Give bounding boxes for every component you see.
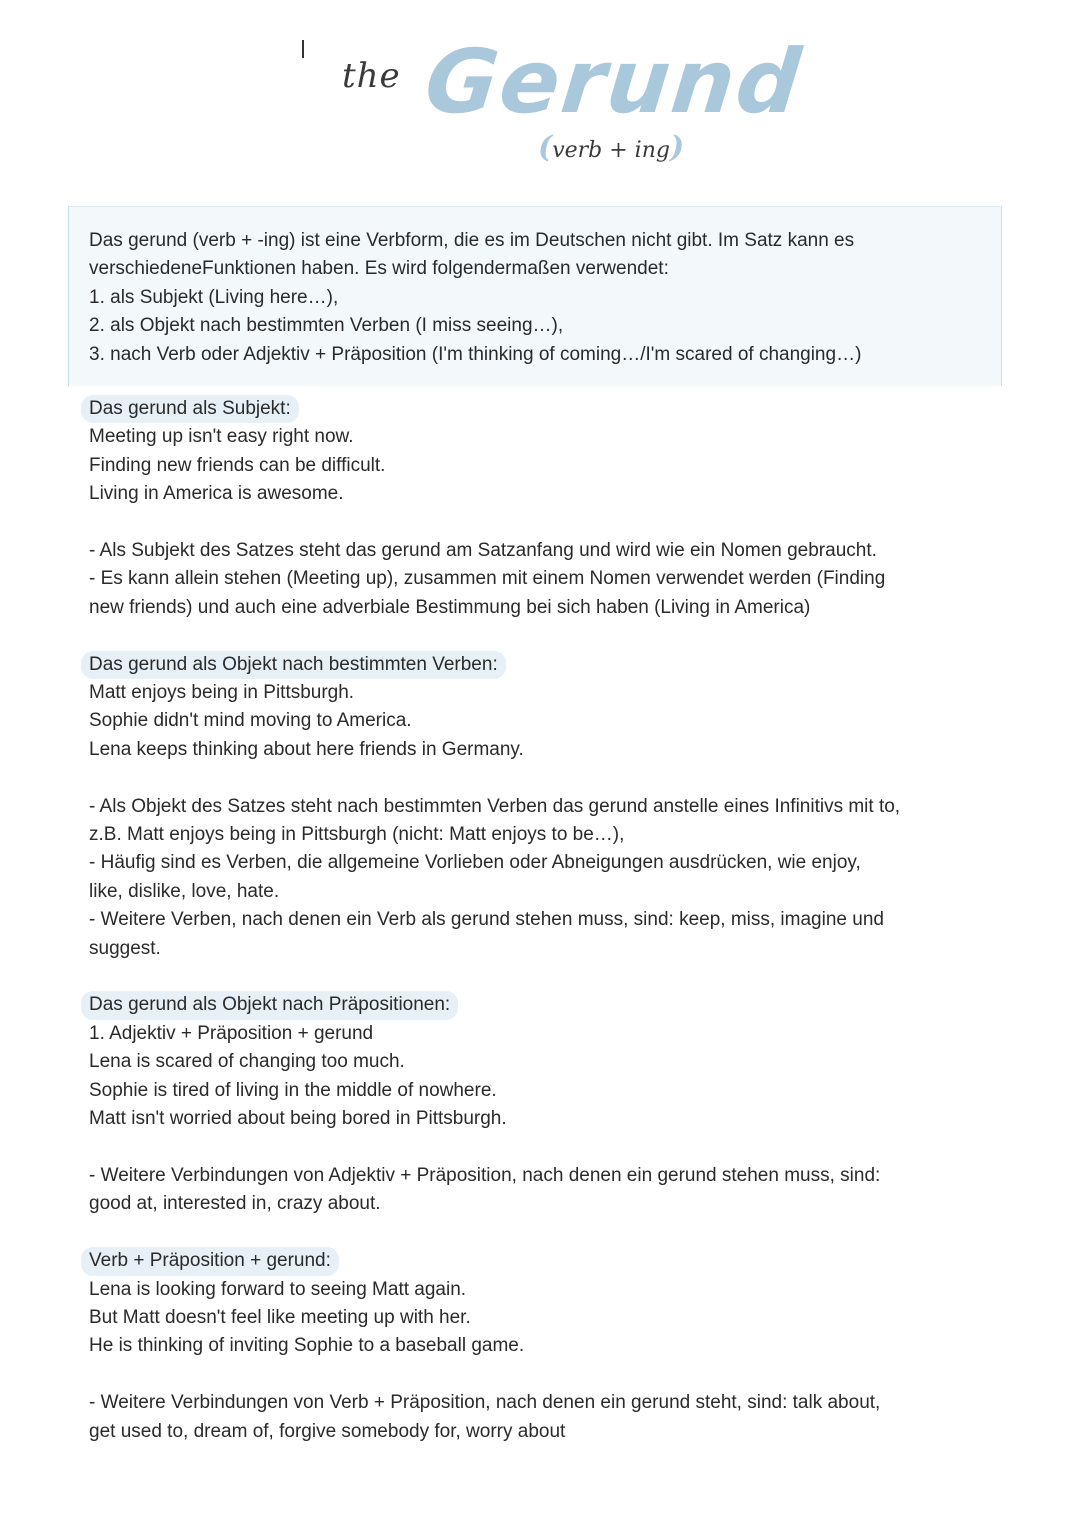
note-line: suggest. bbox=[89, 937, 161, 959]
section-heading: Das gerund als Objekt nach bestimmten Verben: bbox=[81, 651, 506, 679]
title-main: Gerund bbox=[420, 30, 808, 133]
example-line: Lena is looking forward to seeing Matt again. bbox=[89, 1278, 467, 1300]
note-line: like, dislike, love, hate. bbox=[89, 880, 280, 902]
note-line: - Es kann allein stehen (Meeting up), zusammen mit einem Nomen verwendet werden (Finding bbox=[89, 568, 886, 590]
content bbox=[89, 395, 1009, 1446]
intro-line: 3. nach Verb oder Adjektiv + Präposition (I'm thinking of coming…/I'm scared of changing…) bbox=[89, 343, 862, 365]
example-line: Matt isn't worried about being bored in Pittsburgh. bbox=[89, 1108, 507, 1130]
note-line: - Weitere Verbindungen von Adjektiv + Präposition, nach denen ein gerund stehen muss, sind: bbox=[89, 1164, 881, 1186]
note-line: - Weitere Verben, nach denen ein Verb als gerund stehen muss, sind: keep, miss, imagine und bbox=[89, 909, 884, 931]
example-line: Living in America is awesome. bbox=[89, 483, 344, 505]
note-line: new friends) und auch eine adverbiale Bestimmung bei sich haben (Living in America) bbox=[89, 596, 811, 618]
note-line: - Als Objekt des Satzes steht nach bestimmten Verben das gerund anstelle eines Infinitivs mit to, bbox=[89, 795, 901, 817]
section-subject bbox=[89, 395, 1009, 622]
example-line: 1. Adjektiv + Präposition + gerund bbox=[89, 1022, 374, 1044]
intro-line: Das gerund (verb + -ing) ist eine Verbform, die es im Deutschen nicht gibt. Im Satz kann es bbox=[89, 230, 855, 251]
section-verb-preposition bbox=[89, 1247, 1009, 1446]
title-subtitle: (verb + ing) bbox=[538, 130, 685, 165]
example-line: Finding new friends can be difficult. bbox=[89, 454, 386, 476]
note-line: - Häufig sind es Verben, die allgemeine Vorlieben oder Abneigungen ausdrücken, wie enjoy, bbox=[89, 852, 861, 874]
section-object-prepositions bbox=[89, 991, 1009, 1218]
section-heading: Das gerund als Subjekt: bbox=[81, 395, 299, 423]
note-line: z.B. Matt enjoys being in Pittsburgh (nicht: Matt enjoys to be…), bbox=[89, 824, 625, 846]
example-line: Lena keeps thinking about here friends in Germany. bbox=[89, 738, 524, 760]
section-object-verbs bbox=[89, 651, 1009, 963]
example-line: Meeting up isn't easy right now. bbox=[89, 426, 354, 448]
section-heading: Das gerund als Objekt nach Präpositionen: bbox=[81, 991, 458, 1019]
page-title bbox=[330, 30, 808, 178]
title-article: the bbox=[342, 56, 401, 96]
example-line: Lena is scared of changing too much. bbox=[89, 1051, 405, 1073]
intro-line: 2. als Objekt nach bestimmten Verben (I miss seeing…), bbox=[89, 315, 564, 337]
note-line: good at, interested in, crazy about. bbox=[89, 1193, 381, 1215]
example-line: But Matt doesn't feel like meeting up with her. bbox=[89, 1306, 471, 1328]
section-heading: Verb + Präposition + gerund: bbox=[81, 1247, 339, 1275]
example-line: Matt enjoys being in Pittsburgh. bbox=[89, 682, 355, 704]
example-line: He is thinking of inviting Sophie to a baseball game. bbox=[89, 1335, 525, 1357]
note-line: get used to, dream of, forgive somebody for, worry about bbox=[89, 1420, 566, 1442]
text-cursor bbox=[302, 40, 304, 58]
note-line: - Weitere Verbindungen von Verb + Präposition, nach denen ein gerund steht, sind: talk about, bbox=[89, 1392, 881, 1414]
intro-line: 1. als Subjekt (Living here…), bbox=[89, 286, 339, 308]
intro-line: verschiedeneFunktionen haben. Es wird folgendermaßen verwendet: bbox=[89, 258, 669, 280]
intro-box bbox=[68, 206, 1002, 386]
note-line: - Als Subjekt des Satzes steht das gerund am Satzanfang und wird wie ein Nomen gebraucht. bbox=[89, 540, 877, 562]
example-line: Sophie is tired of living in the middle of nowhere. bbox=[89, 1079, 497, 1101]
example-line: Sophie didn't mind moving to America. bbox=[89, 710, 412, 732]
